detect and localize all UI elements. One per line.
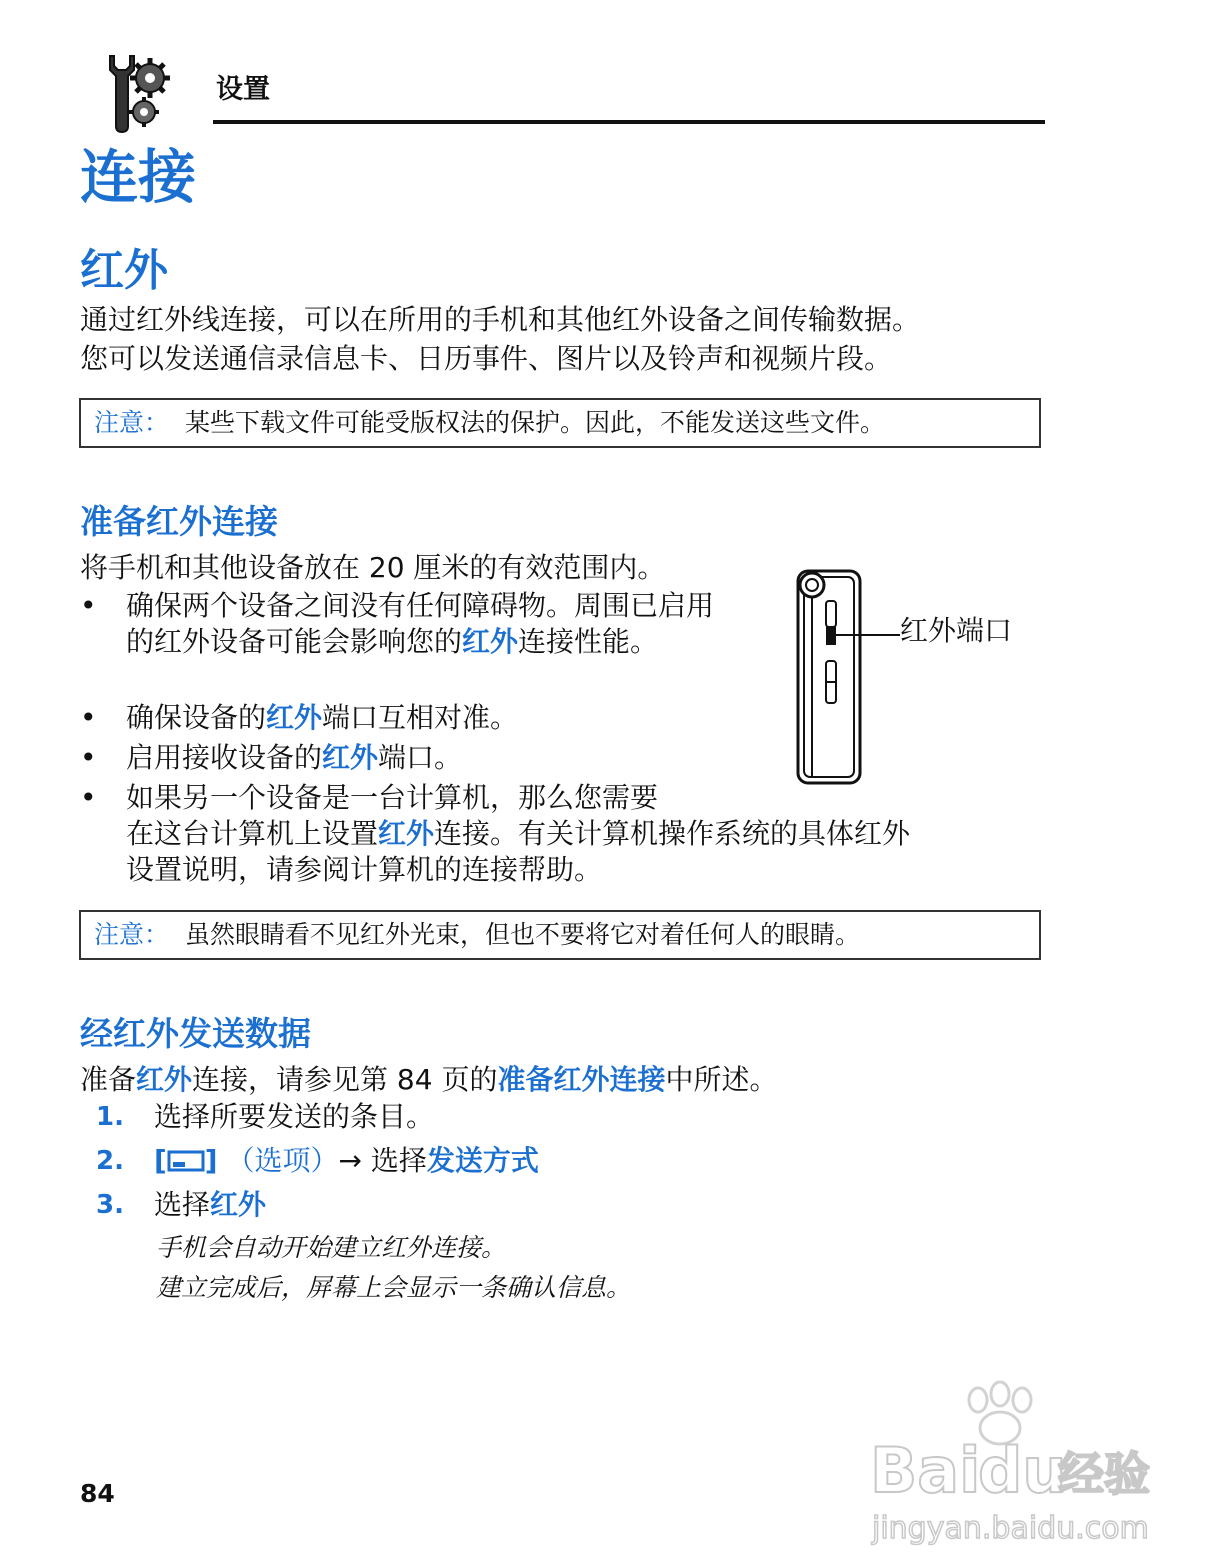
page-title: 连接 [80, 143, 197, 211]
bracket-open: [ [154, 1144, 167, 1177]
bullet-dot-icon: • [80, 701, 97, 734]
send-method-option: 发送方式 [426, 1144, 539, 1177]
note-label: 注意： [94, 408, 170, 437]
header-divider [213, 120, 1045, 124]
bullet-dot-icon: • [80, 589, 97, 622]
watermark-brand: Bai [870, 1434, 981, 1507]
baidu-jingyan-watermark [850, 1380, 1170, 1550]
bullet-item: • 确保设备的红外端口互相对准。 [80, 701, 519, 734]
watermark-suffix: 经验 [1058, 1447, 1150, 1501]
prep-intro: 将手机和其他设备放在 20 厘米的有效范围内。 [80, 551, 666, 584]
watermark-url: jingyan.baidu.com [872, 1511, 1149, 1546]
bracket-close: ] [204, 1144, 218, 1177]
watermark-brand: du [978, 1434, 1067, 1507]
ir-link-text: 红外 [266, 701, 323, 734]
send-intro: 准备红外连接，请参见第 84 页的准备红外连接中所述。 [80, 1063, 778, 1096]
options-label: （选项） [226, 1144, 339, 1177]
page-number: 84 [80, 1479, 115, 1508]
note-label: 注意： [94, 920, 170, 949]
note-text: 虽然眼睛看不见红外光束，但也不要将它对着任何人的眼睛。 [185, 920, 861, 949]
copyright-note [79, 398, 1041, 448]
result-text: 手机会自动开始建立红外连接。 [156, 1233, 507, 1262]
phone-side-view-illustration [790, 565, 1040, 790]
ir-port-label: 红外端口 [900, 614, 1013, 647]
step-text: [ ] （选项）→ 选择发送方式 [154, 1144, 539, 1177]
ir-link-text: 红外 [136, 1063, 193, 1096]
section-title: 红外 [80, 245, 168, 296]
bullet-item: • 确保两个设备之间没有任何障碍物。周围已启用的红外设备可能会影响您的红外连接性能。 [80, 589, 715, 658]
arrow-right-icon: → [338, 1144, 362, 1177]
eye-safety-note [79, 910, 1041, 960]
step-number: 2. [96, 1146, 124, 1176]
prep-reference-link: 准备红外连接 [497, 1063, 666, 1096]
step-text: 选择所要发送的条目。 [154, 1100, 435, 1133]
prep-heading: 准备红外连接 [80, 502, 278, 541]
bullet-item: • 如果另一个设备是一台计算机，那么您需要 在这台计算机上设置红外连接。有关计算机操作系统的具体红外 设置说明，请参阅计算机的连接帮助。 [80, 781, 911, 886]
bullet-dot-icon: • [80, 741, 97, 774]
send-heading: 经红外发送数据 [80, 1014, 311, 1053]
intro-line: 您可以发送通信录信息卡、日历事件、图片以及铃声和视频片段。 [80, 342, 893, 375]
result-text: 建立完成后，屏幕上会显示一条确认信息。 [156, 1273, 632, 1302]
settings-icon [100, 52, 172, 134]
softkey-icon [167, 1150, 205, 1172]
ir-option: 红外 [210, 1188, 267, 1221]
bullet-item: • 启用接收设备的红外端口。 [80, 741, 463, 774]
intro-line: 通过红外线连接，可以在所用的手机和其他红外设备之间传输数据。 [80, 303, 921, 336]
ir-link-text: 红外 [322, 741, 379, 774]
step-number: 1. [96, 1102, 124, 1132]
step-number: 3. [96, 1190, 124, 1220]
header-section-title: 设置 [216, 74, 270, 105]
note-text: 某些下载文件可能受版权法的保护。因此，不能发送这些文件。 [185, 408, 886, 437]
ir-link-text: 红外 [378, 817, 435, 850]
intro-paragraph [80, 300, 1060, 378]
ir-link-text: 红外 [462, 625, 519, 658]
step-text: 选择红外 [154, 1188, 267, 1221]
bullet-dot-icon: • [80, 781, 97, 814]
